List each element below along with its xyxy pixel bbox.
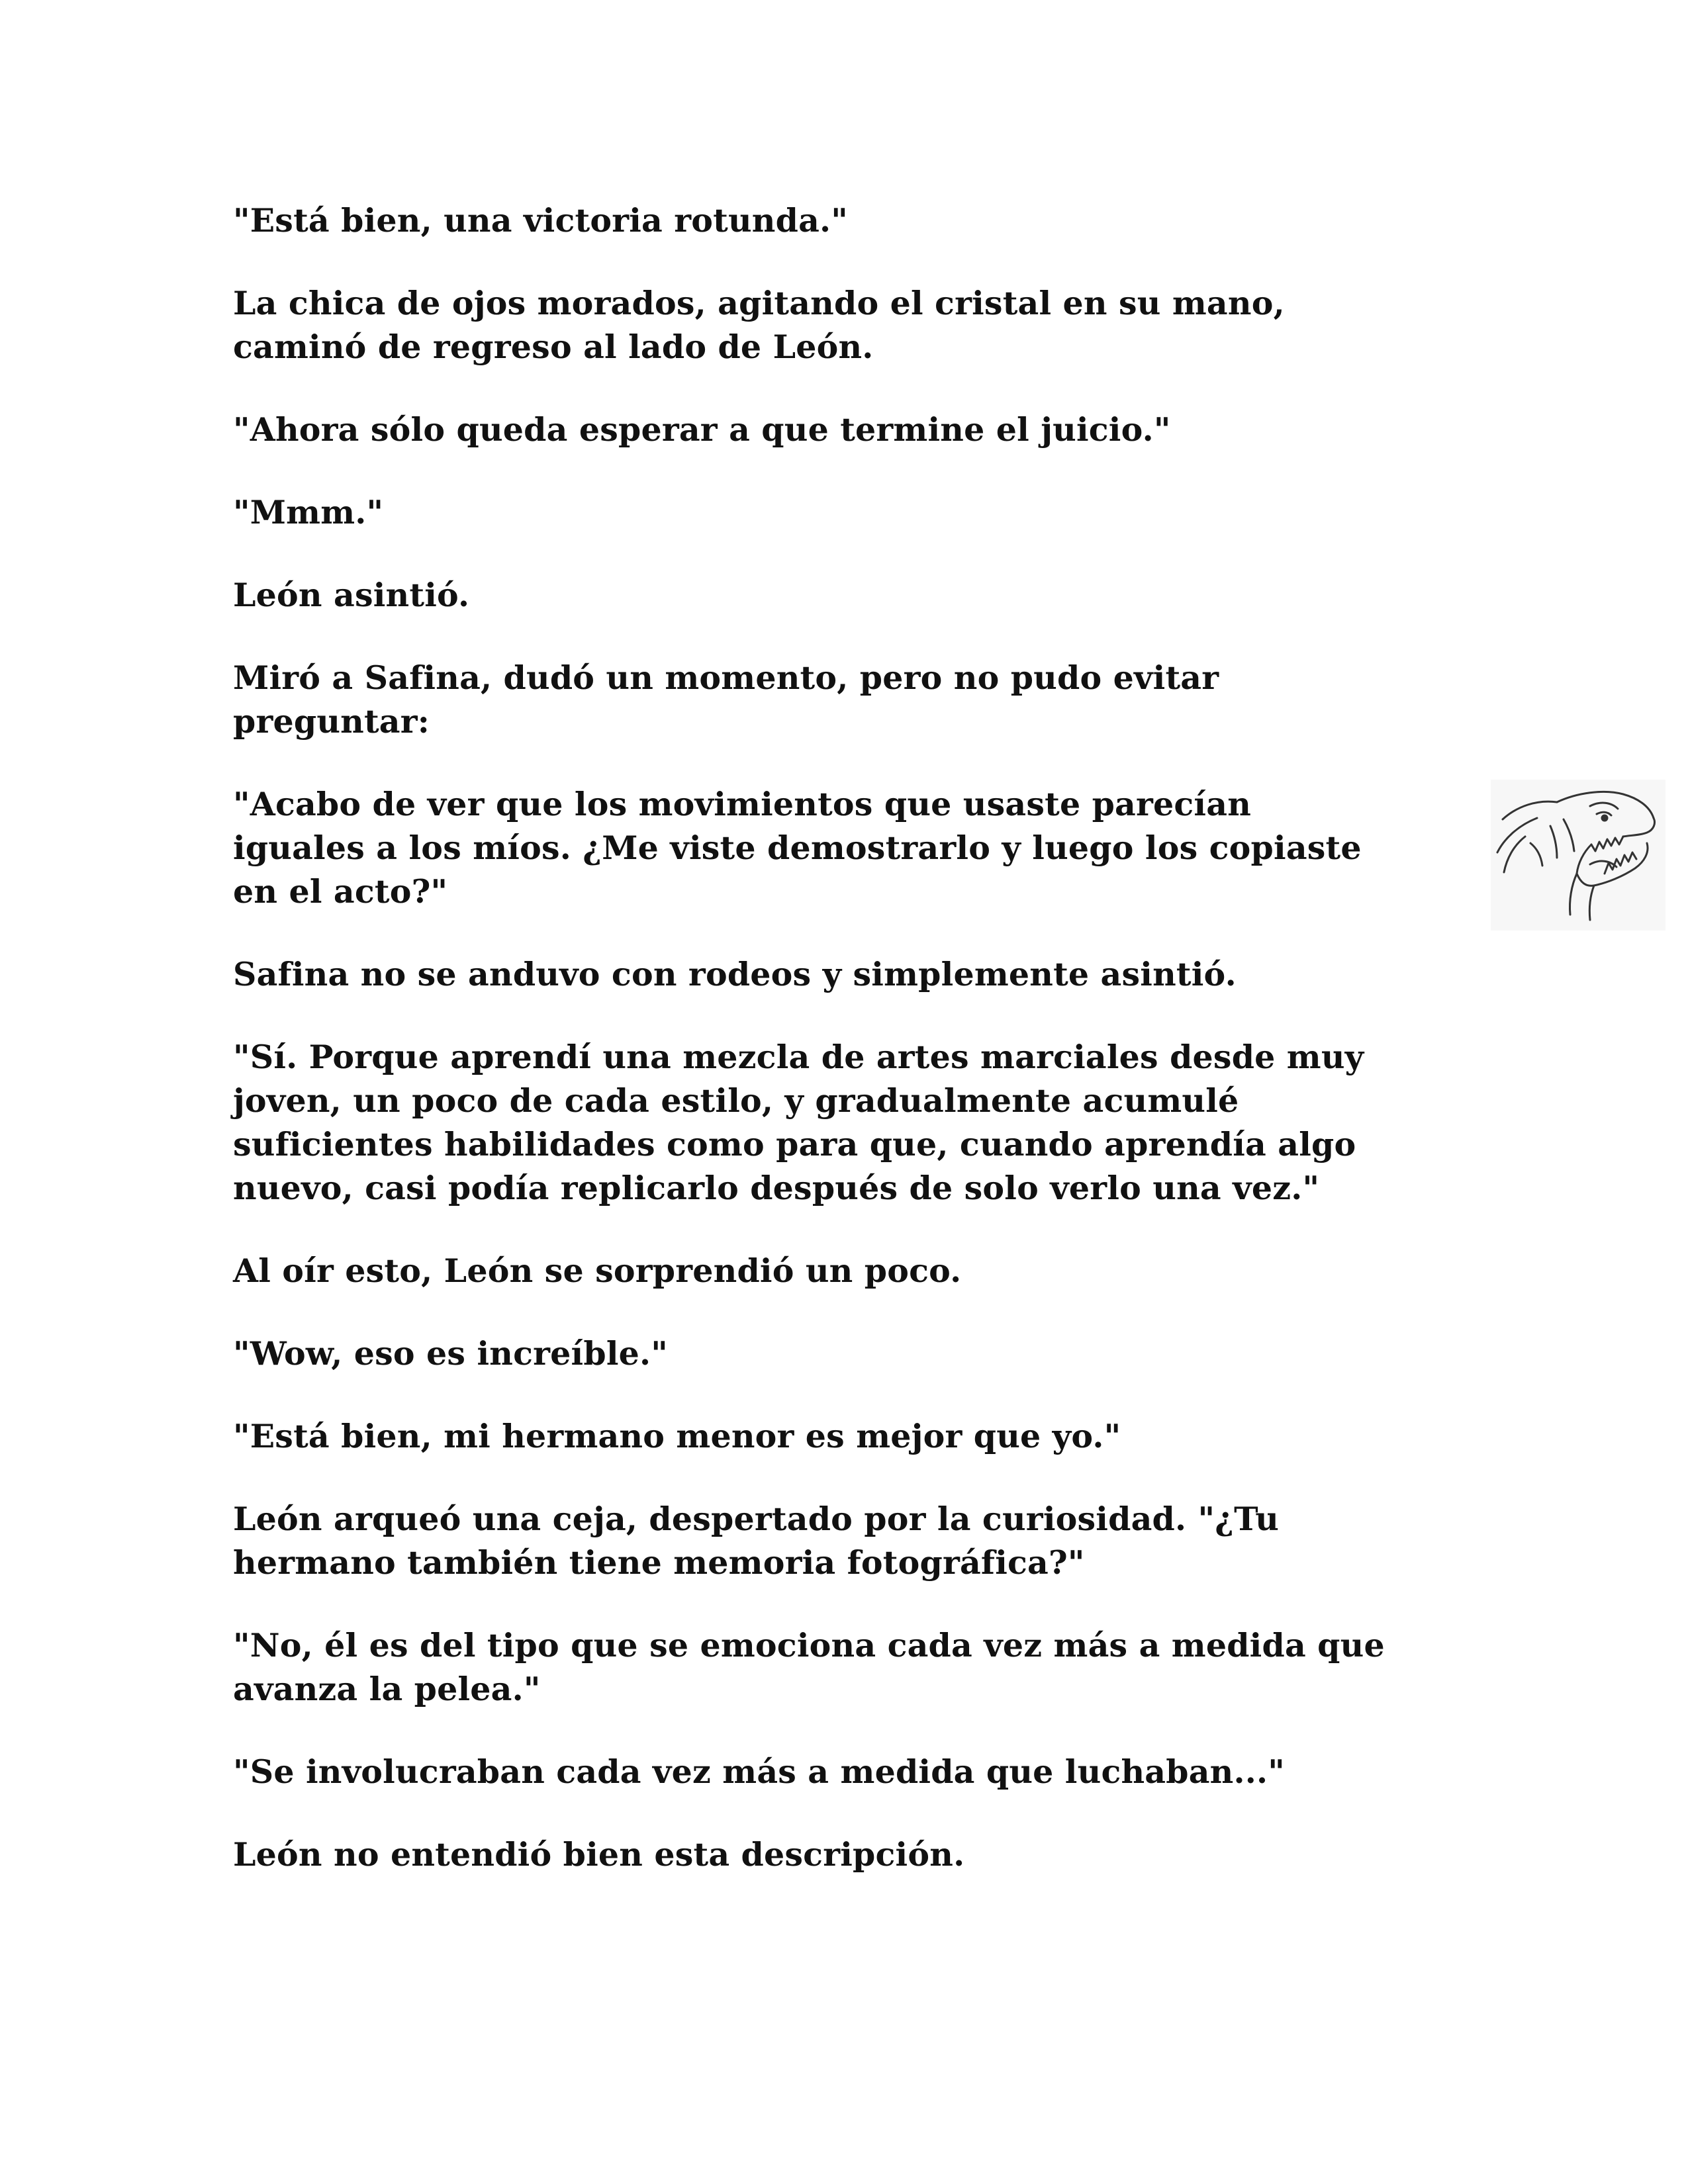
text-line: suficientes habilidades como para que, cuando aprendía algo bbox=[233, 1125, 1356, 1163]
paragraph bbox=[233, 1833, 1438, 1876]
text-line: caminó de regreso al lado de León. bbox=[233, 328, 874, 366]
body-text bbox=[233, 199, 1438, 1915]
paragraph bbox=[233, 408, 1438, 451]
paragraph bbox=[233, 281, 1438, 369]
text-line: nuevo, casi podía replicarlo después de solo verlo una vez." bbox=[233, 1169, 1320, 1207]
text-line: "Está bien, mi hermano menor es mejor que yo." bbox=[233, 1417, 1121, 1455]
text-line: "Está bien, una victoria rotunda." bbox=[233, 201, 849, 240]
paragraph bbox=[233, 1623, 1438, 1711]
text-line: "Mmm." bbox=[233, 493, 384, 531]
paragraph bbox=[233, 573, 1438, 617]
paragraph bbox=[233, 656, 1438, 743]
text-line: Miró a Safina, dudó un momento, pero no pudo evitar bbox=[233, 659, 1219, 697]
text-line: "Sí. Porque aprendí una mezcla de artes marciales desde muy bbox=[233, 1038, 1364, 1076]
text-line: "Ahora sólo queda esperar a que termine el juicio." bbox=[233, 410, 1171, 449]
text-line: iguales a los míos. ¿Me viste demostrarlo y luego los copiaste bbox=[233, 829, 1362, 867]
text-line: preguntar: bbox=[233, 702, 430, 741]
text-line: Al oír esto, León se sorprendió un poco. bbox=[233, 1251, 962, 1290]
paragraph bbox=[233, 1249, 1438, 1293]
text-line: Safina no se anduvo con rodeos y simplemente asintió. bbox=[233, 955, 1237, 993]
paragraph bbox=[233, 199, 1438, 242]
paragraph bbox=[233, 1414, 1438, 1458]
paragraph bbox=[233, 952, 1438, 996]
text-line: "Se involucraban cada vez más a medida que luchaban..." bbox=[233, 1752, 1286, 1791]
text-line: "Acabo de ver que los movimientos que usaste parecían bbox=[233, 785, 1252, 823]
text-line: León no entendió bien esta descripción. bbox=[233, 1835, 965, 1874]
text-line: joven, un poco de cada estilo, y gradualmente acumulé bbox=[233, 1081, 1239, 1120]
text-line: en el acto?" bbox=[233, 872, 448, 911]
paragraph bbox=[233, 782, 1438, 913]
paragraph bbox=[233, 1332, 1438, 1375]
text-line: hermano también tiene memoria fotográfica?" bbox=[233, 1543, 1085, 1582]
paragraph bbox=[233, 1035, 1438, 1210]
text-line: León arqueó una ceja, despertado por la curiosidad. "¿Tu bbox=[233, 1500, 1280, 1538]
text-line: La chica de ojos morados, agitando el cristal en su mano, bbox=[233, 284, 1285, 322]
paragraph bbox=[233, 1497, 1438, 1584]
paragraph bbox=[233, 1750, 1438, 1794]
text-line: León asintió. bbox=[233, 576, 470, 614]
paragraph bbox=[233, 490, 1438, 534]
text-line: avanza la pelea." bbox=[233, 1670, 541, 1708]
dinosaur-sketch-icon bbox=[1491, 780, 1665, 931]
text-line: "Wow, eso es increíble." bbox=[233, 1334, 668, 1373]
text-line: "No, él es del tipo que se emociona cada vez más a medida que bbox=[233, 1626, 1385, 1664]
